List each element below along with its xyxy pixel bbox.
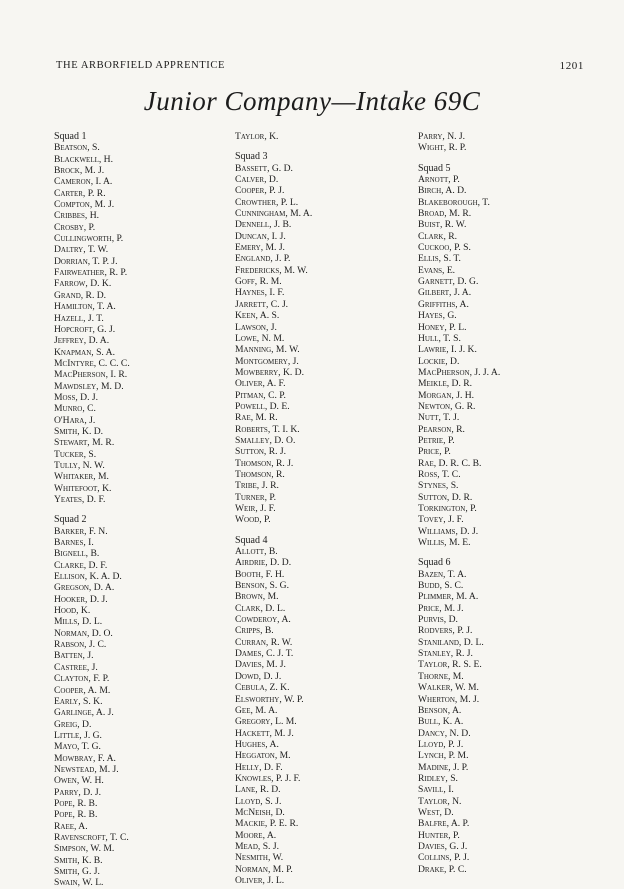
roster-name: Hayes, G. (418, 310, 457, 322)
roster-name: Turner, P. (235, 491, 277, 503)
roster-name: Oliver, A. F. (235, 378, 286, 390)
squad-block (235, 535, 312, 887)
roster-name: Tovey, J. F. (418, 514, 464, 526)
roster-name: Smith, K. D. (54, 425, 104, 437)
roster-name: Buist, R. W. (418, 219, 467, 231)
roster-name: Broad, M. R. (418, 208, 472, 220)
roster-name: Lloyd, S. J. (235, 795, 282, 807)
roster-name: Crosby, P. (54, 221, 96, 233)
roster-name: Owen, W. H. (54, 775, 104, 787)
roster-name: Yeates, D. F. (54, 494, 106, 505)
roster-name: Cameron, I. A. (54, 176, 113, 188)
roster-name: Keen, A. S. (235, 310, 280, 322)
roster-name: Bignell, B. (54, 548, 100, 560)
roster-name: Mills, D. L. (54, 616, 103, 628)
roster-name: Williams, D. J. (418, 525, 479, 537)
roster-name: Brock, M. J. (54, 165, 105, 177)
roster-name: Hooker, D. J. (54, 593, 108, 605)
roster-name: Booth, F. H. (235, 568, 285, 580)
squad-block (54, 131, 130, 505)
roster-name: Ross, T. C. (418, 468, 461, 480)
roster-name: Stanley, R. J. (418, 648, 473, 660)
roster-name: Brown, M. (235, 591, 279, 603)
roster-name: Fredericks, M. W. (235, 264, 308, 276)
roster-name: Savill, I. (418, 784, 454, 796)
roster-name: Lowe, N. M. (235, 332, 285, 344)
roster-name: Newton, G. R. (418, 400, 476, 412)
roster-name: Ellison, K. A. D. (54, 571, 122, 583)
roster-name: Nesmith, W. (235, 852, 284, 864)
roster-name: Taylor, K. (235, 131, 279, 142)
roster-name: Hood, K. (54, 605, 91, 617)
roster-name: Moss, D. J. (54, 391, 99, 403)
roster-name: Dancy, N. D. (418, 727, 471, 739)
roster-name: Powell, D. E. (235, 400, 290, 412)
roster-name: Hull, T. S. (418, 332, 461, 344)
roster-name: Whitaker, M. (54, 471, 109, 483)
roster-name: Emery, M. J. (235, 242, 285, 254)
roster-name: Morgan, J. H. (418, 389, 475, 401)
squad-heading: Squad 2 (54, 514, 87, 526)
roster-name: Thomson, R. (235, 468, 285, 480)
roster-name: Nutt, T. J. (418, 412, 460, 424)
roster-name: Hopcroft, G. J. (54, 323, 116, 335)
roster-name: Castree, J. (54, 661, 98, 673)
roster-name: Munro, C. (54, 403, 96, 415)
roster-name: Sutton, D. R. (418, 491, 473, 503)
roster-name: Davies, M. J. (235, 659, 286, 671)
page-number: 1201 (559, 60, 584, 72)
roster-name: Allott, B. (235, 546, 278, 558)
roster-name: Ravenscroft, T. C. (54, 831, 129, 843)
roster-name: Roberts, T. I. K. (235, 423, 300, 435)
roster-name: Price, M. J. (418, 602, 464, 614)
roster-name: Taylor, N. (418, 795, 462, 807)
roster-name: Pope, R. B. (54, 797, 98, 809)
roster-name: Taylor, R. S. E. (418, 659, 482, 671)
roster-name: Hackett, M. J. (235, 727, 294, 739)
column-2 (235, 131, 312, 886)
roster-name: Evans, E. (418, 264, 456, 276)
roster-name: Norman, D. O. (54, 627, 113, 639)
roster-name: Ridley, S. (418, 772, 458, 784)
roster-name: Mowbray, F. A. (54, 752, 116, 764)
roster-name: Staniland, D. L. (418, 636, 484, 648)
column-1 (54, 131, 130, 889)
roster-name: Raee, A. (54, 820, 88, 832)
roster-name: Newstead, M. J. (54, 763, 119, 775)
roster-name: Compton, M. J. (54, 199, 115, 211)
roster-name: Batten, J. (54, 650, 94, 662)
roster-name: Benson, S. G. (235, 580, 289, 592)
roster-name: Oliver, J. L. (235, 875, 285, 886)
roster-name: Clark, D. L. (235, 602, 286, 614)
squad-block (235, 131, 312, 142)
roster-name: Sutton, R. J. (235, 446, 287, 458)
roster-name: Manning, M. W. (235, 344, 300, 356)
roster-name: Price, P. (418, 446, 451, 458)
roster-name: O'Hara, J. (54, 414, 96, 426)
roster-name: Barker, F. N. (54, 525, 108, 537)
roster-name: Stynes, S. (418, 480, 459, 492)
roster-name: Davies, G. J. (418, 840, 468, 852)
roster-name: Lynch, P. M. (418, 750, 469, 762)
roster-name: Mackie, P. E. R. (235, 818, 299, 830)
roster-name: Tully, N. W. (54, 459, 105, 471)
roster-name: Swain, W. L. (54, 877, 104, 889)
roster-name: Curran, R. W. (235, 636, 293, 648)
roster-name: Walker, W. M. (418, 682, 479, 694)
roster-name: Drake, P. C. (418, 863, 467, 875)
roster-name: McIntyre, C. C. C. (54, 357, 130, 369)
roster-name: Cooper, P. J. (235, 185, 285, 197)
roster-name: Hamilton, T. A. (54, 301, 116, 313)
roster-name: Mowberry, K. D. (235, 366, 304, 378)
roster-name: Smith, G. J. (54, 866, 100, 877)
roster-name: Smith, K. B. (54, 854, 103, 866)
squad-heading: Squad 5 (418, 162, 451, 174)
roster-name: Bazen, T. A. (418, 568, 467, 580)
roster-name: Gregson, D. A. (54, 582, 115, 594)
roster-name: England, J. P. (235, 253, 291, 265)
roster-name: Moore, A. (235, 829, 277, 841)
roster-name: Duncan, I. J. (235, 230, 286, 242)
roster-name: Budd, S. C. (418, 580, 464, 592)
squad-block (418, 131, 500, 154)
roster-name: Calver, D. (235, 174, 279, 186)
roster-name: Barnes, I. (54, 537, 94, 549)
roster-name: Whitefoot, K. (54, 482, 112, 494)
roster-name: Knowles, P. J. F. (235, 772, 301, 784)
roster-name: Collins, P. J. (418, 852, 470, 864)
squad-block (418, 163, 500, 549)
roster-name: Greig, D. (54, 718, 92, 730)
roster-name: Wherton, M. J. (418, 693, 480, 705)
roster-name: Dennell, J. B. (235, 219, 292, 231)
squad-heading: Squad 6 (418, 557, 451, 569)
roster-name: Mead, S. J. (235, 840, 279, 852)
roster-name: Thorne, M. (418, 670, 464, 682)
column-3 (418, 131, 500, 875)
roster-name: Goff, R. M. (235, 276, 282, 288)
roster-name: Rodvers, P. J. (418, 625, 473, 637)
roster-name: Rabson, J. C. (54, 639, 107, 651)
roster-name: Dowd, D. J. (235, 670, 282, 682)
roster-name: Pope, R. B. (54, 809, 98, 821)
squad-heading: Squad 1 (54, 131, 87, 142)
roster-name: Cowderoy, A. (235, 614, 291, 626)
roster-name: Thomson, R. J. (235, 457, 294, 469)
roster-name: Willis, M. E. (418, 537, 471, 549)
roster-name: Daltry, T. W. (54, 244, 109, 256)
roster-name: Beatson, S. (54, 142, 100, 154)
roster-name: Airdrie, D. D. (235, 557, 292, 569)
roster-name: Jeffrey, D. A. (54, 335, 110, 347)
roster-name: Dames, C. J. T. (235, 648, 294, 660)
roster-name: Tribe, J. R. (235, 480, 279, 492)
roster-name: Pitman, C. P. (235, 389, 286, 401)
roster-name: Cripps, B. (235, 625, 274, 637)
roster-name: Arnott, P. (418, 174, 460, 186)
roster-name: Carter, P. R. (54, 187, 106, 199)
publication-name: THE ARBORFIELD APPRENTICE (56, 60, 226, 71)
squad-block (418, 557, 500, 875)
roster-name: Gregory, L. M. (235, 716, 297, 728)
roster-name: Honey, P. L. (418, 321, 467, 333)
roster-name: Haynes, I. F. (235, 287, 285, 299)
roster-name: Meikle, D. R. (418, 378, 473, 390)
roster-name: Gilbert, J. A. (418, 287, 472, 299)
roster-name: Crowther, P. L. (235, 196, 299, 208)
roster-name: MacPherson, I. R. (54, 369, 128, 381)
roster-name: Smalley, D. O. (235, 434, 296, 446)
roster-name: Balfre, A. P. (418, 818, 470, 830)
roster-name: Lawson, J. (235, 321, 277, 333)
roster-name: Birch, A. D. (418, 185, 467, 197)
roster-name: Cullingworth, P. (54, 233, 124, 245)
roster-name: Norman, M. P. (235, 863, 293, 875)
squad-block (235, 151, 312, 525)
roster-name: Tucker, S. (54, 448, 97, 460)
roster-name: Cribbes, H. (54, 210, 100, 222)
roster-name: Garnett, D. G. (418, 276, 479, 288)
roster-name: Fairweather, R. P. (54, 267, 128, 279)
roster-name: Plimmer, M. A. (418, 591, 479, 603)
roster-name: Rae, M. R. (235, 412, 278, 424)
roster-name: Mayo, T. G. (54, 741, 101, 753)
roster-name: Simpson, W. M. (54, 843, 115, 855)
roster-name: Bull, K. A. (418, 716, 464, 728)
roster-name: Mawdsley, M. D. (54, 380, 124, 392)
roster-name: MacPherson, J. J. A. (418, 366, 501, 378)
roster-name: Bassett, G. D. (235, 162, 293, 174)
roster-name: Parry, N. J. (418, 131, 466, 142)
squad-heading: Squad 4 (235, 534, 268, 546)
roster-name: Gee, M. A. (235, 704, 278, 716)
roster-name: Weir, J. F. (235, 503, 276, 514)
roster-name: Benson, A. (418, 704, 462, 716)
roster-name: Purvis, D. (418, 614, 458, 626)
roster-name: Dorrian, T. P. J. (54, 255, 118, 267)
roster-name: Little, J. G. (54, 729, 102, 741)
roster-name: Pearson, R. (418, 423, 465, 435)
roster-name: Jarrett, C. J. (235, 298, 289, 310)
roster-name: Cooper, A. M. (54, 684, 111, 696)
roster-name: Griffiths, A. (418, 298, 469, 310)
roster-name: Helly, D. F. (235, 761, 283, 773)
roster-name: Ellis, S. T. (418, 253, 461, 265)
roster-name: Cunningham, M. A. (235, 208, 313, 220)
roster-name: Stewart, M. R. (54, 437, 115, 449)
roster-name: Petrie, P. (418, 434, 455, 446)
roster-name: Knapman, S. A. (54, 346, 115, 358)
roster-name: Lawrie, I. J. K. (418, 344, 477, 356)
roster-name: Rae, D. R. C. B. (418, 457, 482, 469)
roster-name: Blackwell, H. (54, 153, 114, 165)
roster-name: Grand, R. D. (54, 289, 107, 301)
roster-name: Wight, R. P. (418, 142, 467, 154)
roster-name: Hughes, A. (235, 738, 279, 750)
roster-name: Cuckoo, P. S. (418, 242, 471, 254)
roster-name: Montgomery, J. (235, 355, 299, 367)
roster-name: Madine, J. P. (418, 761, 469, 773)
roster-name: Clarke, D. F. (54, 559, 108, 571)
roster-name: Torkington, P. (418, 503, 477, 514)
roster-name: West, D. (418, 806, 454, 818)
roster-name: Lloyd, P. J. (418, 738, 464, 750)
roster-name: Garlinge, A. J. (54, 707, 114, 719)
roster-name: Lockie, D. (418, 355, 460, 367)
roster-name: Early, S. K. (54, 695, 103, 707)
roster-name: Lane, R. D. (235, 784, 281, 796)
squad-heading: Squad 3 (235, 151, 268, 163)
squad-block (54, 514, 130, 888)
roster-name: Parry, D. J. (54, 786, 102, 798)
roster-name: Hunter, P. (418, 829, 460, 841)
roster-name: Elsworthy, W. P. (235, 693, 304, 705)
roster-name: Clark, R. (418, 230, 458, 242)
roster-name: Hazell, J. T. (54, 312, 104, 324)
roster-name: Cebula, Z. K. (235, 682, 290, 694)
roster-name: Wood, P. (235, 514, 271, 526)
roster-name: McNeish, D. (235, 806, 285, 818)
roster-name: Clayton, F. P. (54, 673, 110, 685)
roster-name: Heggaton, M. (235, 750, 291, 762)
roster-name: Farrow, D. K. (54, 278, 112, 290)
roster-name: Blakeborough, T. (418, 196, 490, 208)
page-title: Junior Company—Intake 69C (143, 86, 481, 116)
